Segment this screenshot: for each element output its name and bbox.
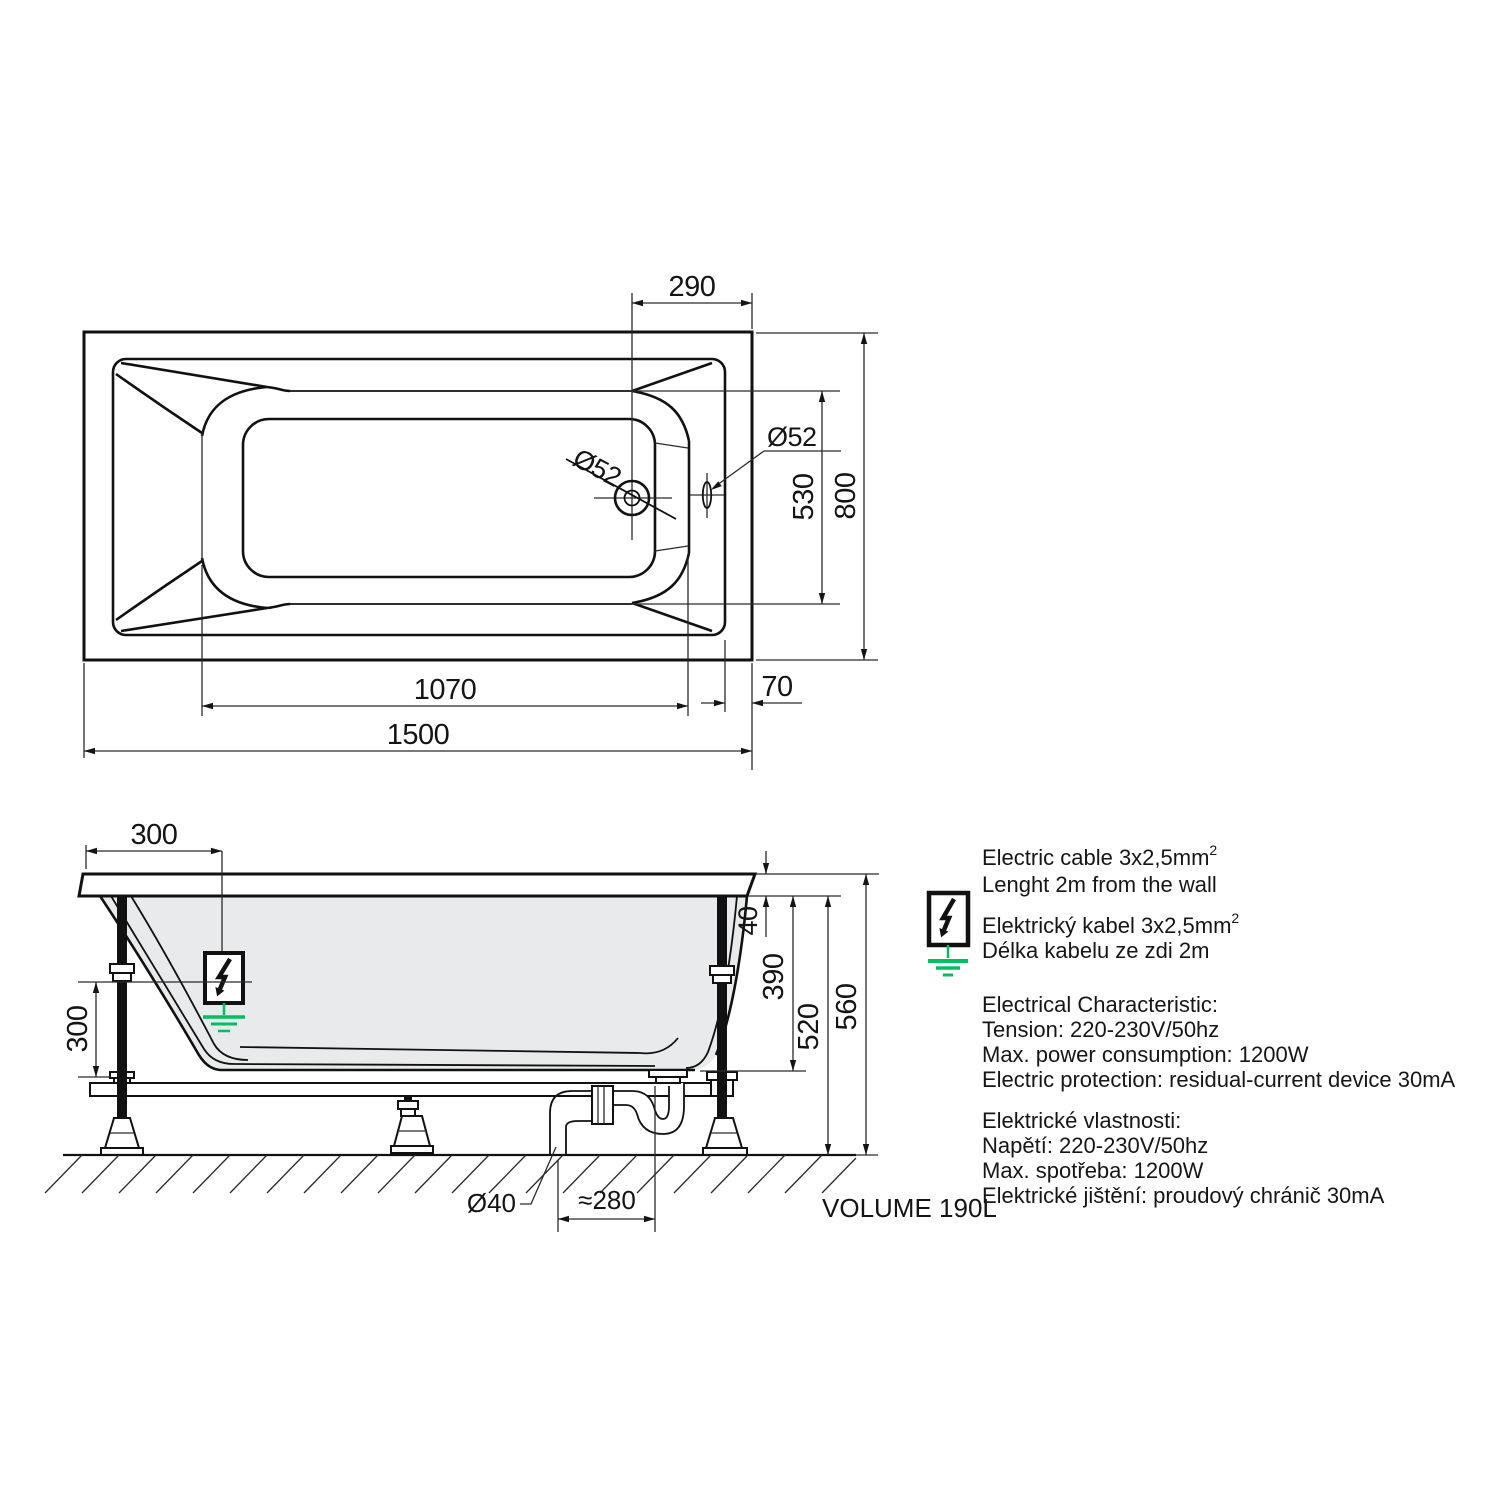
frame-leg-middle	[391, 1097, 433, 1153]
dim-800-label: 800	[830, 472, 862, 520]
note-cz-tension: Napětí: 220-230V/50hz	[982, 1133, 1209, 1158]
note-en-char-title: Electrical Characteristic:	[982, 992, 1218, 1017]
note-en-length: Lenght 2m from the wall	[982, 872, 1217, 897]
dimension-40	[733, 851, 879, 937]
top-view-drawing	[84, 271, 878, 770]
dim-530-label: 530	[788, 473, 820, 521]
note-en-cable: Electric cable $3x2,5mm^2$	[982, 842, 1218, 870]
dim-280-label: ≈280	[578, 1185, 636, 1215]
dim-40-label: 40	[733, 906, 763, 936]
floor-hatching	[45, 1155, 856, 1193]
dimension-drain-pipe	[467, 1147, 556, 1218]
ground-icon	[928, 945, 968, 975]
note-cz-length: Délka kabelu ze zdi 2m	[982, 938, 1210, 963]
notes	[928, 842, 1456, 1208]
dim-70-label: 70	[761, 671, 793, 703]
dimension-300-top	[86, 819, 222, 869]
dim-560-label: 560	[831, 983, 863, 1031]
dim-300-top-label: 300	[130, 819, 178, 851]
dim-1500-label: 1500	[386, 719, 450, 751]
basin-floor	[243, 419, 655, 577]
dim-390-label: 390	[758, 953, 790, 1001]
dim-overflow-label: Ø52	[767, 422, 817, 452]
note-en-protection: Electric protection: residual-current device 30mA	[982, 1067, 1456, 1092]
dimension-1070	[202, 557, 688, 716]
tub-body-side	[100, 896, 747, 1070]
note-cz-protection: Elektrické jištění: proudový chránič 30mA	[982, 1183, 1385, 1208]
drain-symbol	[566, 293, 676, 540]
dim-520-label: 520	[793, 1003, 825, 1051]
note-cz-power: Max. spotřeba: 1200W	[982, 1158, 1204, 1183]
dim-drain-label: Ø52	[568, 442, 627, 493]
dimension-290	[632, 271, 752, 329]
tub-rim-inner	[113, 359, 725, 635]
note-cz-char-title: Elektrické vlastnosti:	[982, 1108, 1182, 1133]
side-view-drawing	[45, 819, 997, 1232]
dim-290-label: 290	[668, 271, 716, 303]
note-en-power: Max. power consumption: 1200W	[982, 1042, 1309, 1067]
volume-label: VOLUME 190L	[822, 1193, 997, 1223]
electric-symbol-icon	[928, 893, 968, 975]
overflow-symbol	[690, 473, 724, 518]
dim-o40-label: Ø40	[466, 1188, 516, 1218]
dimension-520	[793, 896, 831, 1155]
dimension-560	[831, 874, 878, 1155]
note-cz-cable: Elektrický kabel $3x2,5mm^2$	[982, 910, 1240, 938]
dim-1070-label: 1070	[413, 674, 477, 706]
dim-300-left-label: 300	[62, 1005, 94, 1053]
note-en-tension: Tension: 220-230V/50hz	[982, 1017, 1220, 1042]
tub-rim-side	[79, 874, 755, 896]
